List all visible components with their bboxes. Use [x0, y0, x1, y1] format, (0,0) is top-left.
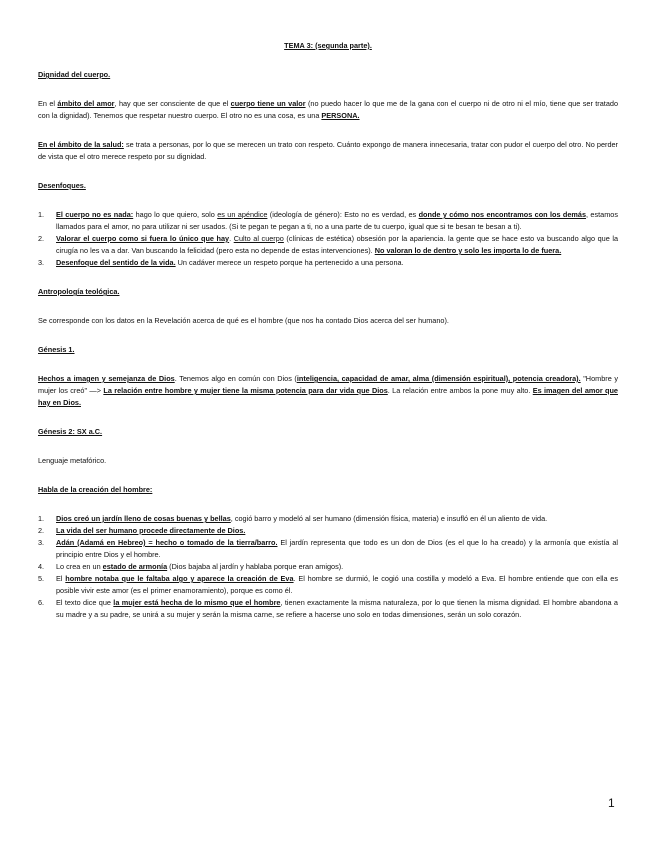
list-item-number: 3.	[38, 538, 45, 547]
heading-genesis-1: Génesis 1.	[38, 345, 75, 354]
body-text: (clínicas de estética) obsesión por la apariencia. la gente que se hace esto va buscando algo que la cirugía no les va a dar. Van buscando la felicidad (pero esta no depende de estas intervenciones).	[56, 234, 619, 255]
emphasis-text: La relación entre hombre y mujer tiene la misma potencia para dar vida que Dios	[103, 386, 388, 395]
body-text: , tienen exactamente la misma naturaleza, por lo que tienen la misma dignidad. El hombre abandona a su madre y a su padre, se unirá a su mujer y serán la misma carne, se refiere a hacerse uno solo en todas dimensiones, serán un solo corazón.	[56, 598, 618, 619]
body-text: . La relación entre ambos la pone muy alto.	[387, 386, 533, 395]
body-text: El jardín representa que todo es un don de Dios (es el que lo ha creado) y la armonía que existía al principio entre Dios y el hombre.	[56, 538, 618, 559]
body-text: En el	[38, 99, 58, 108]
body-text: hago lo que quiero, solo	[133, 210, 218, 219]
body-text: , hay que ser consciente de que el	[114, 99, 231, 108]
paragraph-lenguaje: Lenguaje metafórico.	[38, 456, 107, 465]
body-text: (ideología de género): Esto no es verdad, es	[267, 210, 419, 219]
list-desenfoques	[38, 209, 618, 269]
list-item-number: 5.	[38, 574, 45, 583]
emphasis-text: Culto al cuerpo	[233, 234, 284, 243]
emphasis-text: donde y cómo nos encontramos con los demás	[418, 210, 587, 219]
emphasis-text: estado de armonía	[102, 562, 168, 571]
paragraph-antropologia: Se corresponde con los datos en la Revelación acerca de qué es el hombre (que nos ha contado Dios acerca del ser humano).	[38, 316, 449, 325]
list-item-number: 2.	[38, 526, 45, 535]
list-creacion	[38, 513, 618, 621]
emphasis-text: Desenfoque del sentido de la vida.	[56, 258, 176, 267]
document-title: TEMA 3: (segunda parte).	[284, 41, 372, 50]
heading-dignidad: Dignidad del cuerpo.	[38, 70, 111, 79]
list-item-number: 1.	[38, 514, 45, 523]
emphasis-text: cuerpo tiene un valor	[230, 99, 306, 108]
emphasis-text: Valorar el cuerpo como si fuera lo único que hay	[56, 234, 230, 243]
emphasis-text: Es imagen del amor que hay en Dios.	[38, 386, 618, 407]
body-text: . Tenemos algo en común con Dios (	[174, 374, 297, 383]
paragraph-amor	[38, 98, 618, 122]
emphasis-text: Dios creó un jardín lleno de cosas buenas y bellas	[56, 514, 231, 523]
emphasis-text: inteligencia, capacidad de amar, alma (dimensión espiritual), potencia creadora).	[296, 374, 581, 383]
list-item-number: 1.	[38, 210, 45, 219]
emphasis-text: es un apéndice	[217, 210, 268, 219]
emphasis-text: Hechos a imagen y semejanza de Dios	[38, 374, 175, 383]
body-text: "Hombre y mujer los creó" —>	[38, 374, 618, 395]
emphasis-text: la mujer está hecha de lo mismo que el hombre	[113, 598, 281, 607]
emphasis-text: No valoran lo de dentro y solo les importa lo de fuera.	[374, 246, 562, 255]
list-item-number: 6.	[38, 598, 45, 607]
emphasis-text: La vida del ser humano procede directamente de Dios.	[56, 526, 246, 535]
emphasis-text: PERSONA.	[321, 111, 360, 120]
list-item	[38, 233, 618, 257]
heading-genesis-2: Génesis 2: SX a.C.	[38, 427, 103, 436]
body-text: .	[229, 234, 234, 243]
list-item	[38, 209, 618, 233]
body-text: (Dios bajaba al jardín y hablaba porque eran amigos).	[167, 562, 344, 571]
body-text: El texto dice que	[56, 598, 114, 607]
list-item	[38, 561, 618, 573]
list-item-number: 2.	[38, 234, 45, 243]
document-page	[38, 40, 618, 638]
list-item	[38, 525, 618, 537]
body-text: El	[56, 574, 66, 583]
list-item	[38, 597, 618, 621]
body-text: , estamos llamados para el amor, no para utilizar ni ser usados. (Si te pegan te pegan a ti, no a una parte de tu cuerpo, igual que si te besan te besan a ti).	[56, 210, 618, 231]
body-text: Un cadáver merece un respeto porque ha pertenecido a una persona.	[175, 258, 404, 267]
list-item	[38, 573, 618, 597]
heading-antropologia: Antropología teológica.	[38, 287, 120, 296]
body-text: . El hombre se durmió, le cogió una costilla y modeló a Eva. El hombre entiende que con ella es posible vivir este amor (es el primer enamoramiento), porque es como él.	[56, 574, 619, 595]
list-item-number: 3.	[38, 258, 45, 267]
list-item	[38, 513, 618, 525]
list-item-number: 4.	[38, 562, 45, 571]
emphasis-text: En el ámbito de la salud:	[38, 140, 124, 149]
body-text: se trata a personas, por lo que se merecen un trato con respeto. Cuánto expongo de manera innecesaria, tratar con pudor el cuerpo del otro. No perder de vista que el otro merece respeto por su dignidad.	[38, 140, 618, 161]
paragraph-genesis-1	[38, 373, 618, 409]
list-item	[38, 537, 618, 561]
list-item	[38, 257, 618, 269]
body-text: (no puedo hacer lo que me de la gana con el cuerpo ni de otro ni el mío, tiene que ser tratado con la dignidad). Tenemos que respetar nuestro cuerpo. El otro no es una cosa, es una	[38, 99, 618, 120]
body-text: Lo crea en un	[56, 562, 103, 571]
emphasis-text: El cuerpo no es nada:	[56, 210, 134, 219]
heading-creacion: Habla de la creación del hombre:	[38, 485, 153, 494]
emphasis-text: Adán (Adamá en Hebreo) = hecho o tomado de la tierra/barro.	[56, 538, 278, 547]
heading-desenfoques: Desenfoques.	[38, 181, 86, 190]
emphasis-text: hombre notaba que le faltaba algo y aparece la creación de Eva	[65, 574, 294, 583]
paragraph-salud	[38, 139, 618, 163]
emphasis-text: ámbito del amor	[57, 99, 115, 108]
page-number: 1	[608, 796, 615, 810]
body-text: , cogió barro y modeló al ser humano (dimensión física, materia) e insufló en él un aliento de vida.	[230, 514, 548, 523]
